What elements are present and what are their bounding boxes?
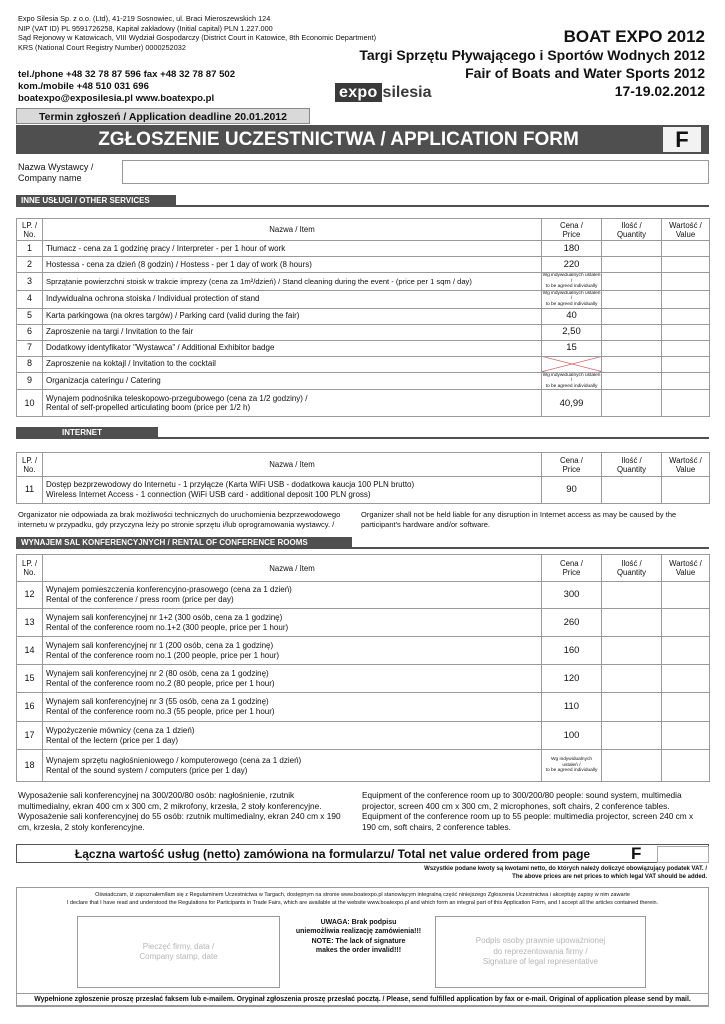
value-field[interactable] [662, 324, 710, 340]
row-number: 7 [17, 340, 43, 356]
total-label: Łączna wartość usług (netto) zamówiona na formularzu/ Total net value ordered from page [74, 847, 591, 861]
conference-table [16, 554, 710, 782]
header-lp: LP. / No. [17, 219, 43, 241]
row-item: Hostessa - cena za dzień (8 godzin) / Hostess - per 1 day of work (8 hours) [43, 257, 542, 273]
row-item: Zaproszenie na koktajl / Invitation to the cocktail [43, 356, 542, 372]
declaration-en: I declare that I have read and understood the Regulations for Participants in Trade Fairs, which are available at the website www.boatexpo.pl and which form an integral part of this Application Form, and I accept all the articles contained therein. [66, 899, 659, 906]
row-item: Wynajem sali konferencyjnej nr 3 (55 osób, cena za 1 godzinę) Rental of the conference room no.3 (55 people, price per 1 hour) [43, 693, 542, 722]
logo-expo-part: expo [335, 83, 382, 102]
row-item: Wynajem sali konferencyjnej nr 1 (200 osób, cena za 1 godzinę) Rental of the conference room no.1 (200 people, price per 1 hour) [43, 637, 542, 665]
row-item: Tłumacz - cena za 1 godzinę pracy / Interpreter - per 1 hour of work [43, 241, 542, 257]
row-price: 260 [542, 609, 602, 637]
expo-title: BOAT EXPO 2012 [563, 27, 705, 46]
header-quantity: Ilość / Quantity [602, 555, 662, 582]
company-address: Expo Silesia Sp. z o.o. (Ltd), 41-219 Sosnowiec, ul. Braci Mieroszewskich 124 [18, 14, 271, 23]
row-number: 14 [17, 637, 43, 665]
row-number: 2 [17, 257, 43, 273]
total-value-row [16, 844, 709, 863]
quantity-field[interactable] [602, 356, 662, 372]
table-row [17, 750, 710, 782]
value-field[interactable] [662, 750, 710, 782]
row-number: 4 [17, 290, 43, 308]
quantity-field[interactable] [602, 241, 662, 257]
contact-mobile: kom./mobile +48 510 031 696 [18, 81, 149, 92]
row-price: 160 [542, 637, 602, 665]
value-field[interactable] [662, 290, 710, 308]
contact-web: boatexpo@exposilesia.pl www.boatexpo.pl [18, 93, 215, 104]
section-other-services: INNE USŁUGI / OTHER SERVICES [16, 195, 176, 206]
section-internet: INTERNET [16, 427, 158, 438]
row-price: 40,99 [542, 390, 602, 417]
expo-dates: 17-19.02.2012 [614, 83, 705, 99]
value-field[interactable] [662, 372, 710, 390]
table-header [17, 453, 710, 477]
row-price-unavailable [542, 356, 602, 372]
row-item: Wynajem sprzętu nagłośnieniowego / komputerowego (cena za 1 dzień) Rental of the sound system / computers (price per 1 day) [43, 750, 542, 782]
table-row [17, 324, 710, 340]
quantity-field[interactable] [602, 390, 662, 417]
row-price: 120 [542, 665, 602, 693]
company-info [18, 14, 376, 52]
header-lp: LP. / No. [17, 453, 43, 477]
form-letter: F [663, 127, 701, 152]
table-row [17, 372, 710, 390]
row-item: Wynajem podnośnika teleskopowo-przegubowego (cena za 1/2 godziny) / Rental of self-propelled articulating boom (price per 1/2 h) [43, 390, 542, 417]
table-header [17, 219, 710, 241]
quantity-field[interactable] [602, 609, 662, 637]
exhibitor-label [18, 162, 93, 184]
table-row [17, 665, 710, 693]
row-item: Wynajem sali konferencyjnej nr 1+2 (300 osób, cena za 1 godzinę) Rental of the conference room no.1+2 (300 people, price per 1 hour) [43, 609, 542, 637]
row-number: 1 [17, 241, 43, 257]
table-row [17, 609, 710, 637]
contact-phone: tel./phone +48 32 78 87 596 fax +48 32 78 87 502 [18, 69, 236, 80]
form-banner [16, 125, 709, 154]
company-court: Sąd Rejonowy w Katowicach, VIII Wydział Gospodarczy (District Court in Katowice, 8th Economic Department) [18, 33, 377, 43]
row-number: 15 [17, 665, 43, 693]
vat-note [424, 866, 707, 881]
header-lp: LP. / No. [17, 555, 43, 582]
row-item: Indywidualna ochrona stoiska / Individual protection of stand [43, 290, 542, 308]
row-price: 90 [542, 477, 602, 504]
value-field[interactable] [662, 637, 710, 665]
expo-name-en: Fair of Boats and Water Sports 2012 [465, 65, 705, 81]
table-header [17, 555, 710, 582]
row-price-agreed: Wg indywidualnych ustaleń / to be agreed individually [542, 273, 601, 290]
row-price: 300 [542, 582, 602, 609]
declaration-pl: Oświadczam, iż zapoznałem/łam się z Regulaminem Uczestnictwa w Targach, dostępnym na stronie www.boatexpo.pl stanowiącym integralną część niniejszego Zgłoszenia Uczestnictwa i akceptuję zapisy w nim zawarte [95, 892, 630, 898]
row-number: 8 [17, 356, 43, 372]
row-number: 18 [17, 750, 43, 782]
row-number: 10 [17, 390, 43, 417]
header-value: Wartość / Value [662, 555, 710, 582]
row-number: 16 [17, 693, 43, 722]
quantity-field[interactable] [602, 722, 662, 750]
quantity-field[interactable] [602, 290, 662, 308]
company-krs: KRS (National Court Registry Number) 0000252032 [18, 42, 186, 52]
form-title: ZGŁOSZENIE UCZESTNICTWA / APPLICATION FORM [98, 129, 579, 150]
row-price: 220 [542, 257, 602, 273]
row-item: Zaproszenie na targi / Invitation to the fair [43, 324, 542, 340]
value-field[interactable] [662, 582, 710, 609]
other-services-table [16, 218, 710, 417]
exposilesia-logo [335, 83, 431, 102]
table-row [17, 477, 710, 504]
internet-note-en: Organizer shall not be held liable for any disruption in Internet access as may be caused by the participant's hardware and/or software. [361, 510, 677, 529]
table-row [17, 290, 710, 308]
equipment-note-pl: Wyposażenie sali konferencyjnej na 300/200/80 osób: nagłośnienie, rzutnik multimedialny, ekran 400 cm x 300 cm, 2 mikrofony, krzesła, 2 stoły konferencyjne. Wyposażenie sali konferencyjnej do 55 osób: rzutnik multimedialny, ekran 240 cm x 190 cm, krzesła, 2 stoły konferencyjne. [18, 790, 341, 832]
table-row [17, 241, 710, 257]
row-item: Wypożyczenie mównicy (cena za 1 dzień) Rental of the lectern (price per 1 day) [43, 722, 542, 750]
vat-note-en: The above prices are net prices to which legal VAT should be added. [512, 873, 707, 880]
exhibitor-label-en: Company name [18, 173, 82, 183]
row-price: 100 [542, 722, 602, 750]
header-item: Nazwa / Item [43, 555, 542, 582]
header-item: Nazwa / Item [43, 219, 542, 241]
table-row [17, 722, 710, 750]
value-field[interactable] [662, 477, 710, 504]
table-row [17, 637, 710, 665]
section-divider [16, 437, 709, 439]
application-deadline: Termin zgłoszeń / Application deadline 20.01.2012 [16, 108, 310, 124]
table-row [17, 340, 710, 356]
row-price-agreed: Wg indywidualnych ustaleń / to be agreed individually [542, 372, 601, 389]
header-price: Cena / Price [542, 555, 602, 582]
value-field[interactable] [662, 609, 710, 637]
quantity-field[interactable] [602, 372, 662, 390]
row-number: 12 [17, 582, 43, 609]
header-price: Cena / Price [542, 219, 602, 241]
table-row [17, 582, 710, 609]
equipment-note-en: Equipment of the conference room up to 300/200/80 people: sound system, multimedia projector, screen 400 cm x 300 cm, 2 microphones, soft chairs, 2 conference tables. Equipment of the conference room up to 55 people: multimedia projector, screen 240 cm x 190 cm, soft chairs, 2 conference tables. [362, 790, 694, 832]
value-field[interactable] [662, 722, 710, 750]
company-stamp-field[interactable]: Pieczęć firmy, data / Company stamp, date [77, 916, 280, 988]
value-field[interactable] [662, 308, 710, 324]
row-price-agreed: Wg indywidualnych ustaleń / to be agreed individually [542, 290, 601, 307]
row-number: 9 [17, 372, 43, 390]
section-conference-rooms: WYNAJEM SAL KONFERENCYJNYCH / RENTAL OF CONFERENCE ROOMS [16, 537, 352, 548]
table-row [17, 308, 710, 324]
header-value: Wartość / Value [662, 219, 710, 241]
contact-block [18, 69, 235, 105]
row-item: Wynajem pomieszczenia konferencyjno-prasowego (cena za 1 dzień) Rental of the conference / press room (price per day) [43, 582, 542, 609]
value-field[interactable] [662, 390, 710, 417]
value-field[interactable] [662, 340, 710, 356]
company-vat: NIP (VAT ID) PL 9591726258, Kapitał zakładowy (Initial capital) PLN 1.227.000 [18, 23, 273, 33]
value-field[interactable] [662, 241, 710, 257]
quantity-field[interactable] [602, 324, 662, 340]
row-price: 110 [542, 693, 602, 722]
expo-name-pl: Targi Sprzętu Pływającego i Sportów Wodnych 2012 [359, 47, 705, 63]
header-price: Cena / Price [542, 453, 602, 477]
signature-field[interactable]: Podpis osoby prawnie upoważnionej do reprezentowania firmy / Signature of legal representative [435, 916, 646, 988]
header-quantity: Ilość / Quantity [602, 219, 662, 241]
quantity-field[interactable] [602, 750, 662, 782]
row-number: 17 [17, 722, 43, 750]
quantity-field[interactable] [602, 340, 662, 356]
row-number: 5 [17, 308, 43, 324]
footer-instructions: Wypełnione zgłoszenie proszę przesłać faksem lub e-mailem. Oryginał zgłoszenia proszę przesłać pocztą. / Please, send fulfilled application by fax or e-mail. Original of application please send by mail. [16, 993, 709, 1007]
value-field[interactable] [662, 665, 710, 693]
row-price: 180 [542, 241, 602, 257]
row-item: Wynajem sali konferencyjnej nr 2 (80 osób, cena za 1 godzinę) Rental of the conference room no.2 (80 people, price per 1 hour) [43, 665, 542, 693]
header-value: Wartość / Value [662, 453, 710, 477]
row-price: 40 [542, 308, 602, 324]
value-field[interactable] [662, 273, 710, 291]
row-item: Sprzątanie powierzchni stoisk w trakcie imprezy (cena za 1m²/dzień) / Stand cleaning during the event - (price per 1 sqm / day) [43, 273, 542, 291]
section-divider [16, 205, 709, 207]
row-number: 13 [17, 609, 43, 637]
signature-warning: UWAGA: Brak podpisu uniemożliwia realizację zamówienia!!! NOTE: The lack of signature makes the order invalid!!! [295, 919, 422, 955]
quantity-field[interactable] [602, 308, 662, 324]
row-item: Dodatkowy identyfikator "Wystawca" / Additional Exhibitor badge [43, 340, 542, 356]
table-row [17, 273, 710, 291]
quantity-field[interactable] [602, 257, 662, 273]
row-price: 15 [542, 340, 602, 356]
table-row [17, 356, 710, 372]
table-row [17, 693, 710, 722]
value-field[interactable] [662, 356, 710, 372]
value-field[interactable] [662, 257, 710, 273]
internet-table [16, 452, 710, 504]
declaration-text [21, 892, 704, 907]
row-item: Karta parkingowa (na okres targów) / Parking card (valid during the fair) [43, 308, 542, 324]
quantity-field[interactable] [602, 273, 662, 291]
internet-note-pl: Organizator nie odpowiada za brak możliwości technicznych do uruchomienia bezprzewodowego internetu w przypadku, gdy przyczyna leży po stronie sprzętu i/lub oprogramowania wystawcy. / [18, 510, 341, 529]
row-price: 2,50 [542, 324, 602, 340]
quantity-field[interactable] [602, 477, 662, 504]
vat-note-pl: Wszystkie podane kwoty są kwotami netto, do których należy doliczyć obowiązujący podatek VAT. / [424, 866, 707, 872]
exhibitor-label-pl: Nazwa Wystawcy / [18, 162, 94, 172]
total-form-letter: F [631, 844, 642, 863]
quantity-field[interactable] [602, 693, 662, 722]
row-price-agreed: Wg indywidualnych ustaleń / to be agreed individually [542, 750, 602, 782]
row-item: Dostęp bezprzewodowy do Internetu - 1 przyłącze (Karta WiFi USB - dodatkowa kaucja 100 PLN brutto) Wireless Internet Access - 1 connection (WiFi USB card - additional deposit 100 PLN gross) [43, 477, 542, 504]
value-field[interactable] [662, 693, 710, 722]
quantity-field[interactable] [602, 582, 662, 609]
header-item: Nazwa / Item [43, 453, 542, 477]
quantity-field[interactable] [602, 665, 662, 693]
company-name-field[interactable] [122, 160, 709, 184]
table-row [17, 390, 710, 417]
quantity-field[interactable] [602, 637, 662, 665]
total-value-field[interactable] [657, 846, 709, 863]
table-row [17, 257, 710, 273]
logo-silesia-part: silesia [382, 84, 432, 101]
row-number: 6 [17, 324, 43, 340]
header-quantity: Ilość / Quantity [602, 453, 662, 477]
row-number: 3 [17, 273, 43, 291]
row-item: Organizacja cateringu / Catering [43, 372, 542, 390]
row-number: 11 [17, 477, 43, 504]
section-divider [16, 547, 709, 549]
